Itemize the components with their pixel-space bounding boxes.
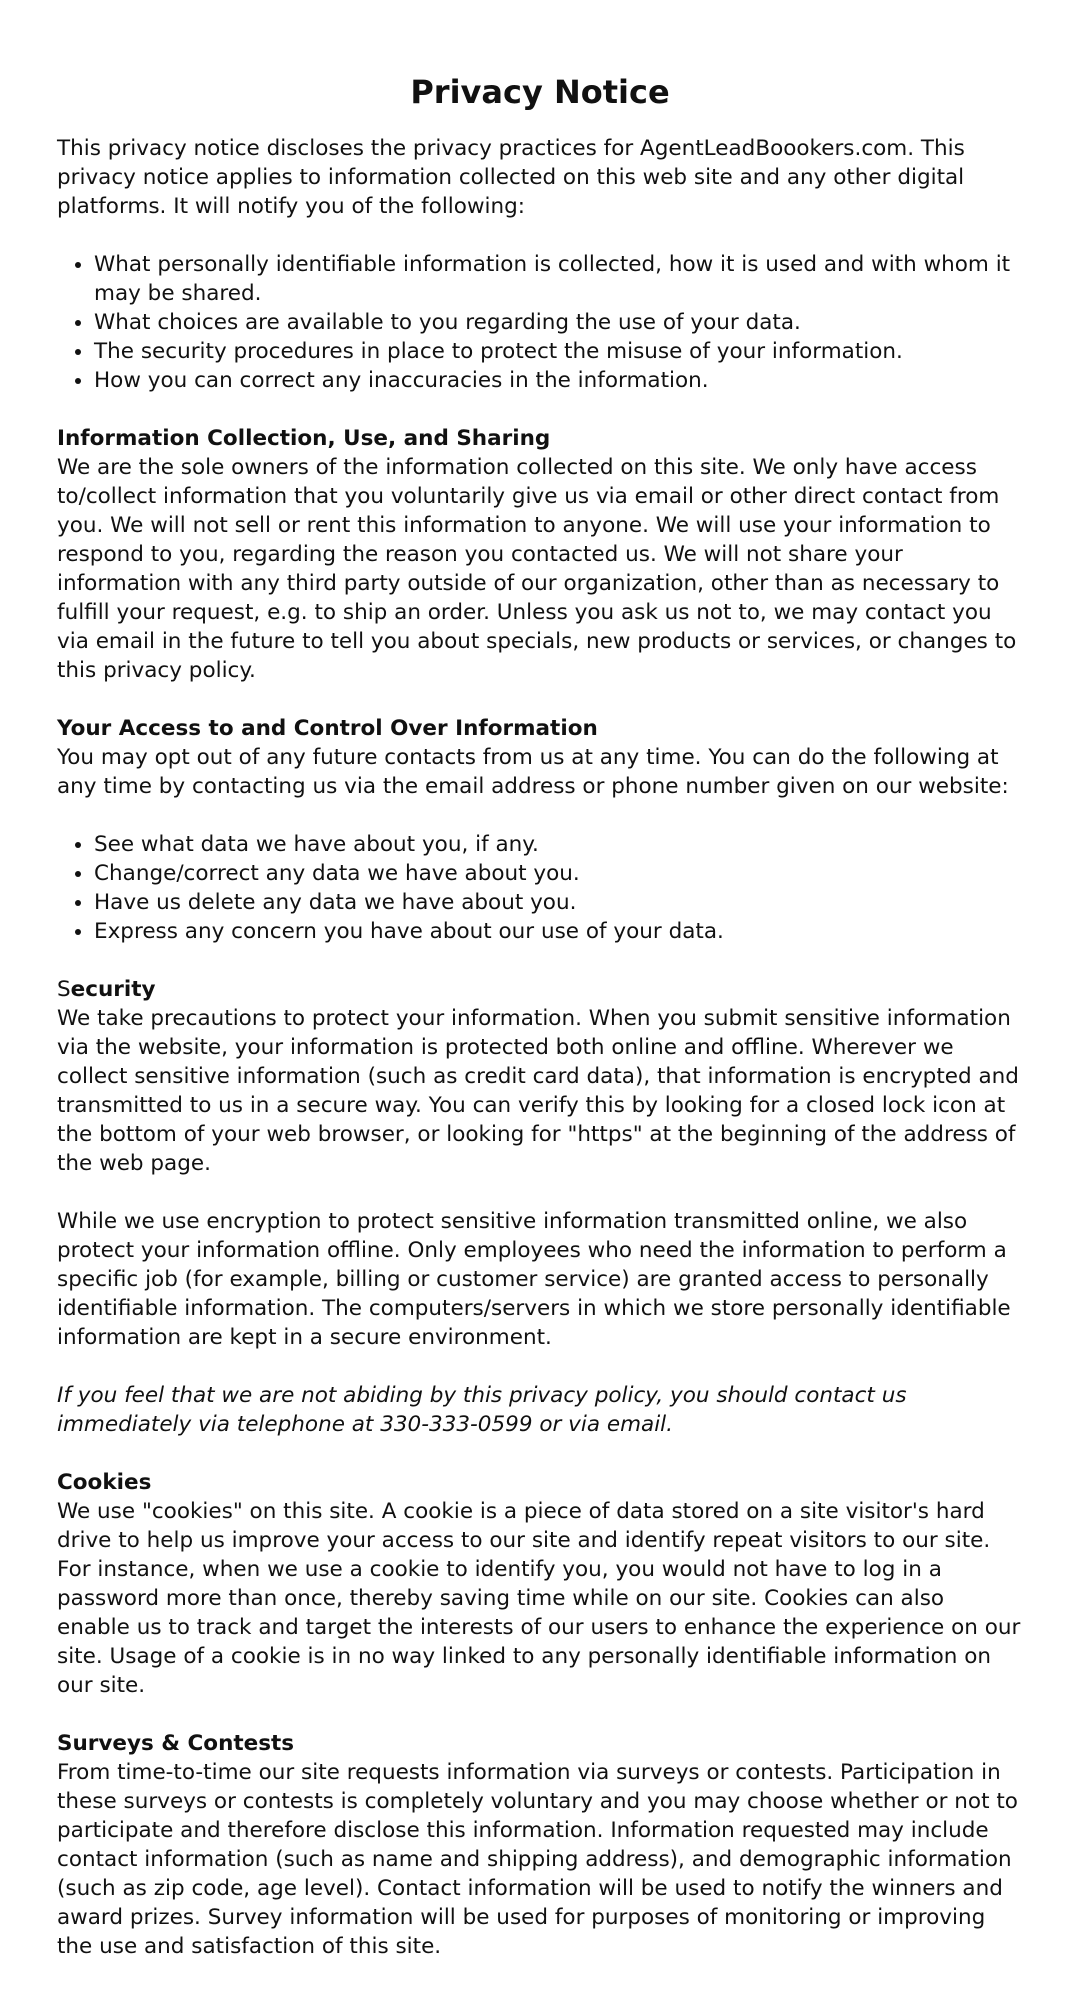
collection-heading: Information Collection, Use, and Sharing xyxy=(57,426,551,451)
list-item: • See what data we have about you, if any. xyxy=(94,830,1023,859)
list-item: • What personally identifiable information is collected, how it is used and with whom it may be shared. xyxy=(94,250,1023,308)
security-body-2: While we use encryption to protect sensitive information transmitted online, we also protect your information offline. Only employees who need the information to perform a specific job (for example, billing or customer service) are granted access to personally identifiable information. The computers/servers in which we store personally identifiable information are kept in a secure environment. xyxy=(57,1209,1011,1350)
list-item: • Have us delete any data we have about you. xyxy=(94,888,1023,917)
security-heading-rest: ecurity xyxy=(70,977,156,1002)
list-item: • Change/correct any data we have about you. xyxy=(94,859,1023,888)
list-item: • Express any concern you have about our use of your data. xyxy=(94,917,1023,946)
access-list xyxy=(57,830,1023,946)
list-item: • How you can correct any inaccuracies in the information. xyxy=(94,366,1023,395)
security-body-1: We take precautions to protect your information. When you submit sensitive information via the website, your information is protected both online and offline. Wherever we collect sensitive information (such as credit card data), that information is encrypted and transmitted to us in a secure way. You can verify this by looking for a closed lock icon at the bottom of your web browser, or looking for "https" at the beginning of the address of the web page. xyxy=(57,1006,1019,1176)
access-section xyxy=(57,714,1023,801)
list-item: • The security procedures in place to protect the misuse of your information. xyxy=(94,337,1023,366)
surveys-body: From time-to-time our site requests information via surveys or contests. Participation in these surveys or contests is completely voluntary and you may choose whether or not to participate and therefore disclose this information. Information requested may include contact information (such as name and shipping address), and demographic information (such as zip code, age level). Contact information will be used to notify the winners and award prizes. Survey information will be used for purposes of monitoring or improving the use and satisfaction of this site. xyxy=(57,1760,1018,1959)
cookies-heading: Cookies xyxy=(57,1470,152,1495)
page-title: Privacy Notice xyxy=(410,73,670,111)
security-heading-first: S xyxy=(57,977,71,1002)
list-item: • What choices are available to you regarding the use of your data. xyxy=(94,308,1023,337)
access-body: You may opt out of any future contacts from us at any time. You can do the following at any time by contacting us via the email address or phone number given on our website: xyxy=(57,745,1009,799)
intro-paragraph: This privacy notice discloses the privacy practices for AgentLeadBoookers.com. This privacy notice applies to information collected on this web site and any other digital platforms. It will notify you of the following: xyxy=(57,136,965,219)
surveys-heading: Surveys & Contests xyxy=(57,1731,295,1756)
cookies-section xyxy=(57,1468,1023,1700)
cookies-body: We use "cookies" on this site. A cookie is a piece of data stored on a site visitor's hard drive to help us improve your access to our site and identify repeat visitors to our site. For instance, when we use a cookie to identify you, you would not have to log in a password more than once, thereby saving time while on our site. Cookies can also enable us to track and target the interests of our users to enhance the experience on our site. Usage of a cookie is in no way linked to any personally identifiable information on our site. xyxy=(57,1499,1021,1698)
collection-section xyxy=(57,424,1023,685)
collection-body: We are the sole owners of the information collected on this site. We only have access to/collect information that you voluntarily give us via email or other direct contact from you. We will not sell or rent this information to anyone. We will use your information to respond to you, regarding the reason you contacted us. We will not share your information with any third party outside of our organization, other than as necessary to fulfill your request, e.g. to ship an order. Unless you ask us not to, we may contact you via email in the future to tell you about specials, new products or services, or changes to this privacy policy. xyxy=(57,455,1017,683)
access-heading: Your Access to and Control Over Information xyxy=(57,716,598,741)
security-heading xyxy=(57,975,1023,1004)
surveys-section xyxy=(57,1729,1023,1961)
contact-note: If you feel that we are not abiding by this privacy policy, you should contact us immediately via telephone at 330-333-0599 or via email. xyxy=(57,1383,907,1437)
intro-list xyxy=(57,250,1023,395)
security-section xyxy=(57,975,1023,1178)
privacy-notice-page xyxy=(0,72,1080,1961)
